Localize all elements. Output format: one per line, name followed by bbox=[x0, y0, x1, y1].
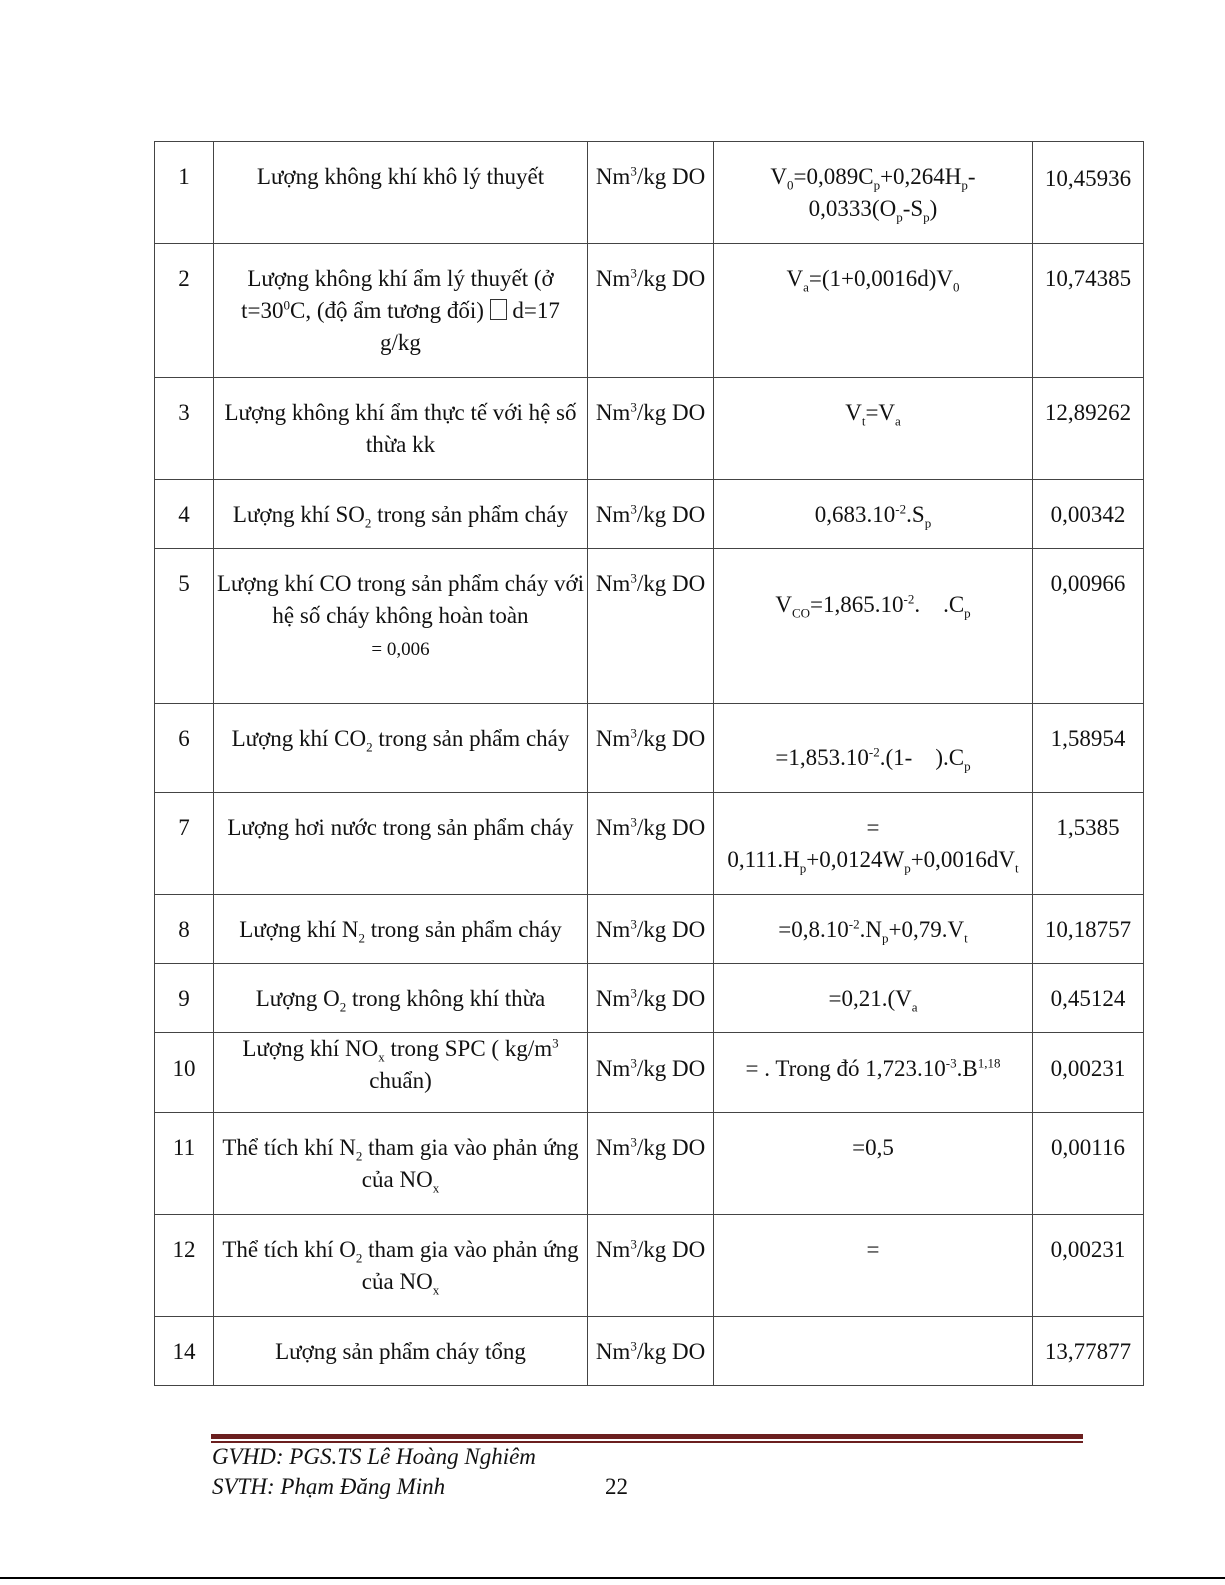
row-number: 1 bbox=[155, 142, 214, 244]
missing-symbol-glyph bbox=[490, 299, 507, 320]
row-value: 0,00342 bbox=[1033, 480, 1144, 549]
row-value: 0,00966 bbox=[1033, 549, 1144, 704]
row-number: 9 bbox=[155, 964, 214, 1033]
row-value: 12,89262 bbox=[1033, 378, 1144, 480]
row-unit: Nm$^3$/kg DO bbox=[588, 1113, 714, 1215]
row-formula: $V_0=0,089C_p+0,264H_p-$ $0,0333(O_p-S_p)$ bbox=[714, 142, 1033, 244]
row-unit: Nm$^3$/kg DO bbox=[588, 142, 714, 244]
row-unit: Nm$^3$/kg DO bbox=[588, 793, 714, 895]
row-description: Lượng khí CO trong sản phẩm cháy với hệ số cháy không hoàn toàn = 0,006 bbox=[214, 549, 588, 704]
row-unit: Nm$^3$/kg DO bbox=[588, 1033, 714, 1113]
table-row bbox=[155, 704, 1144, 793]
footer-advisor: GVHD: PGS.TS Lê Hoàng Nghiêm bbox=[212, 1444, 536, 1469]
footer-rule bbox=[211, 1434, 1083, 1439]
row-value: 10,45936 bbox=[1033, 142, 1144, 244]
row-number: 6 bbox=[155, 704, 214, 793]
row-unit: Nm$^3$/kg DO bbox=[588, 895, 714, 964]
row-number: 14 bbox=[155, 1317, 214, 1386]
row-unit: Nm$^3$/kg DO bbox=[588, 549, 714, 704]
row-description: Lượng hơi nước trong sản phẩm cháy bbox=[214, 793, 588, 895]
row-description: Lượng sản phẩm cháy tổng bbox=[214, 1317, 588, 1386]
footer-student: SVTH: Phạm Đăng Minh bbox=[212, 1474, 446, 1499]
table-row bbox=[155, 895, 1144, 964]
footer bbox=[212, 1442, 536, 1502]
table-row bbox=[155, 1113, 1144, 1215]
calculation-table bbox=[154, 141, 1144, 1386]
row-formula: $=0,8.10^{-2}.N_p+0,79.V_t$ bbox=[714, 895, 1033, 964]
row-description: Lượng khí $CO_2$ trong sản phẩm cháy bbox=[214, 704, 588, 793]
row-value: 0,00231 bbox=[1033, 1033, 1144, 1113]
row-number: 11 bbox=[155, 1113, 214, 1215]
row-unit: Nm$^3$/kg DO bbox=[588, 378, 714, 480]
row-unit: Nm$^3$/kg DO bbox=[588, 964, 714, 1033]
row-value: 10,18757 bbox=[1033, 895, 1144, 964]
page-edge bbox=[0, 1577, 1225, 1579]
row-formula: $V_a=(1+0,0016d)V_0$ bbox=[714, 244, 1033, 378]
row-value: 13,77877 bbox=[1033, 1317, 1144, 1386]
row-description: Lượng khí $NO_x$ trong SPC ( $kg/m^3$ chuẩn) bbox=[214, 1033, 588, 1113]
row-formula: $V_{CO}=1,865.10^{-2}$. $.C_p$ bbox=[714, 549, 1033, 704]
row-number: 10 bbox=[155, 1033, 214, 1113]
row-number: 3 bbox=[155, 378, 214, 480]
row-number: 2 bbox=[155, 244, 214, 378]
row-description: Lượng khí $SO_2$ trong sản phẩm cháy bbox=[214, 480, 588, 549]
row-unit: Nm$^3$/kg DO bbox=[588, 480, 714, 549]
row-formula: $=1,853.10^{-2}.(1-$ )$.C_p$ bbox=[714, 704, 1033, 793]
row-formula: =0,5 bbox=[714, 1113, 1033, 1215]
row-description: Thể tích khí $N_2$ tham gia vào phản ứng của $NO_x$ bbox=[214, 1113, 588, 1215]
table-row bbox=[155, 793, 1144, 895]
row-number: 4 bbox=[155, 480, 214, 549]
row-number: 7 bbox=[155, 793, 214, 895]
row-value: 0,45124 bbox=[1033, 964, 1144, 1033]
row-number: 12 bbox=[155, 1215, 214, 1317]
table-row bbox=[155, 964, 1144, 1033]
table-row bbox=[155, 378, 1144, 480]
row-description: Lượng không khí ẩm lý thuyết (ở $t=30^0C$, (độ ẩm tương đối) d=17 g/kg bbox=[214, 244, 588, 378]
row-unit: Nm$^3$/kg DO bbox=[588, 1215, 714, 1317]
row-formula: = . Trong đó $1,723.10^{-3}.B^{1,18}$ bbox=[714, 1033, 1033, 1113]
row-value: 0,00116 bbox=[1033, 1113, 1144, 1215]
row-formula bbox=[714, 1317, 1033, 1386]
row-value: 1,5385 bbox=[1033, 793, 1144, 895]
row-description: Lượng không khí khô lý thuyết bbox=[214, 142, 588, 244]
row-formula: $V_t=V_a$ bbox=[714, 378, 1033, 480]
row-value: 0,00231 bbox=[1033, 1215, 1144, 1317]
table-row bbox=[155, 480, 1144, 549]
row-unit: Nm$^3$/kg DO bbox=[588, 244, 714, 378]
table-row bbox=[155, 244, 1144, 378]
page-number: 22 bbox=[605, 1474, 628, 1499]
table-row bbox=[155, 1215, 1144, 1317]
row-description: Thể tích khí $O_2$ tham gia vào phản ứng của $NO_x$ bbox=[214, 1215, 588, 1317]
table-row bbox=[155, 142, 1144, 244]
row-formula: $=0,21.(V_a$ bbox=[714, 964, 1033, 1033]
row-number: 8 bbox=[155, 895, 214, 964]
row-unit: Nm$^3$/kg DO bbox=[588, 704, 714, 793]
row-formula: = $0,111.H_p+0,0124W_p+0,0016dV_t$ bbox=[714, 793, 1033, 895]
row-formula: $0,683.10^{-2}.S_p$ bbox=[714, 480, 1033, 549]
row-description: Lượng không khí ẩm thực tế với hệ số thừa kk bbox=[214, 378, 588, 480]
row-description: Lượng khí $N_2$ trong sản phẩm cháy bbox=[214, 895, 588, 964]
row-description: Lượng $O_2$ trong không khí thừa bbox=[214, 964, 588, 1033]
row-value: 1,58954 bbox=[1033, 704, 1144, 793]
row-value: 10,74385 bbox=[1033, 244, 1144, 378]
row-formula: = bbox=[714, 1215, 1033, 1317]
row-number: 5 bbox=[155, 549, 214, 704]
row-unit: Nm$^3$/kg DO bbox=[588, 1317, 714, 1386]
table-row bbox=[155, 1033, 1144, 1113]
table-row bbox=[155, 1317, 1144, 1386]
table-row bbox=[155, 549, 1144, 704]
